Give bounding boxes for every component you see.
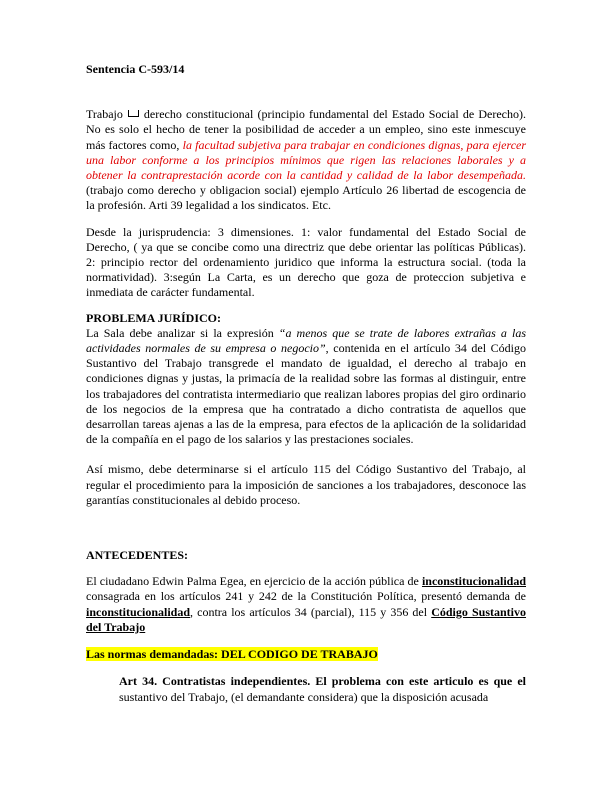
inconstitucionalidad-term-1: inconstitucionalidad bbox=[421, 574, 526, 589]
paragraph-art34 bbox=[119, 674, 526, 704]
art34-bold-text: Art 34. Contratistas independientes. El problema con este articulo es que el bbox=[119, 674, 526, 689]
problema-heading: PROBLEMA JURÍDICO: bbox=[86, 310, 222, 325]
paragraph-antecedentes bbox=[86, 574, 526, 635]
problema-text-a: La Sala debe analizar si la expresión bbox=[86, 325, 274, 340]
document-title: Sentencia C-593/14 bbox=[86, 62, 185, 76]
trabajo-word: Trabajo bbox=[86, 107, 123, 122]
normas-heading-line bbox=[86, 647, 526, 662]
paragraph-problema bbox=[86, 326, 526, 448]
red-italic-quote: la facultad subjetiva para trabajar en condiciones dignas, para ejercer una labor conforme a los principios mínimos que rigen las relaciones laborales y a obtener la contraprestación acorde con la cantidad y calidad de la labor desempeñada. bbox=[86, 137, 527, 183]
paragraph-jurisprudencia: Desde la jurisprudencia: 3 dimensiones. 1: valor fundamental del Estado Social de Derecho, ( ya que se concibe como una directriz que debe orientar las políticas Públicas). 2: principio rector del ordenamiento juridico que informa la estructura social. (toda la normatividad). 3:según La Carta, es un derecho que goza de proteccion subjetiva e inmediata de carácter fundamental. bbox=[86, 224, 526, 300]
codigo-sustantivo-term: Código Sustantivo del Trabajo bbox=[86, 604, 527, 634]
problema-text-b: , contenida en el artículo 34 del Código Sustantivo del Trabajo transgrede el mandato de igualdad, el derecho al trabajo en condiciones dignas y justas, la primacía de la realidad sobre las formas al distinguir, entre los trabajadores del contratista intermediario que realizan labores propias del giro ordinario de los negocios de la empresa que ha contratado a dicho contratista de aquellos que desarrollan tareas ajenas a las de la empresa, para efectos de la aplicación de la solidaridad de la compañía en el pago de los salarios y las prestaciones sociales. bbox=[86, 341, 527, 447]
antecedentes-heading: ANTECEDENTES: bbox=[86, 548, 189, 563]
normas-demandadas-heading: Las normas demandadas: DEL CODIGO DE TRABAJO bbox=[86, 647, 378, 662]
trabajo-text-end: (trabajo como derecho y obligacion social) ejemplo Artículo 26 libertad de escogencia de la profesión. Arti 39 legalidad a los sindicatos. Etc. bbox=[86, 183, 526, 213]
equals-symbol-icon bbox=[128, 110, 139, 117]
art34-text: sustantivo del Trabajo, (el demandante considera) que la disposición acusada bbox=[119, 689, 489, 704]
paragraph-trabajo bbox=[86, 107, 526, 213]
antecedentes-text-b: consagrada en los artículos 241 y 242 de la Constitución Política, presentó demanda de bbox=[86, 589, 526, 604]
antecedentes-text-c: , contra los artículos 34 (parcial), 115 y 356 del bbox=[190, 604, 428, 619]
inconstitucionalidad-term-2: inconstitucionalidad bbox=[86, 604, 191, 619]
problema-italic-quote: “a menos que se trate de labores extrañas a las actividades normales de su empresa o negocio” bbox=[86, 325, 526, 356]
paragraph-asi-mismo: Así mismo, debe determinarse si el artículo 115 del Código Sustantivo del Trabajo, al regular el procedimiento para la imposición de sanciones a los trabajadores, desconoce las garantías constitucionales al debido proceso. bbox=[86, 462, 526, 507]
antecedentes-text-a: El ciudadano Edwin Palma Egea, en ejercicio de la acción pública de bbox=[86, 574, 419, 589]
trabajo-text: derecho constitucional (principio fundamental del Estado Social de Derecho). No es solo el hecho de tener la posibilidad de acceder a un empleo, sino este inmescuye más factores como, bbox=[86, 107, 526, 152]
document-body bbox=[86, 62, 526, 705]
